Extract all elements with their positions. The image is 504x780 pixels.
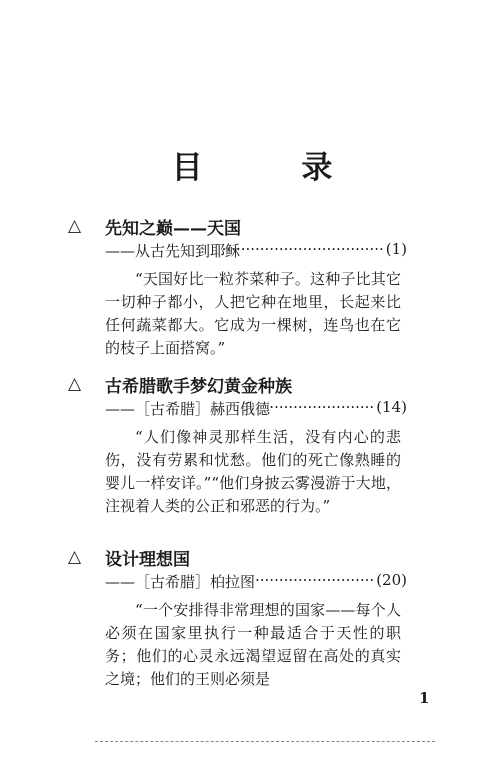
entry-subtitle: ——从古先知到耶稣 [105, 242, 241, 260]
entry-subtitle: ——［古希腊］赫西俄德 [105, 400, 271, 418]
entry-heading [0, 545, 504, 571]
leader [269, 398, 407, 416]
leader-dots: ························· [255, 571, 375, 589]
entry-heading [0, 372, 504, 398]
leader-dots: ·································· [221, 240, 384, 258]
entry-quote: “人们像神灵那样生活，没有内心的悲伤，没有劳累和忧愁。他们的死亡像熟睡的婴儿一样安详。”“他们身披云雾漫游于大地，注视着人类的公正和邪恶的行为。” [105, 428, 401, 515]
leader [222, 240, 407, 258]
entry-quote: “一个安排得非常理想的国家——每个人必须在国家里执行一种最适合于天性的职务；他们的心灵永远渴望逗留在高处的真实之境；他们的王则必须是 [105, 601, 401, 688]
entry-subtitle: ——［古希腊］柏拉图 [105, 573, 256, 591]
entry-title: 先知之巅——天国 [105, 219, 241, 239]
footer-rule [95, 741, 435, 743]
leader [255, 571, 407, 589]
toc-entry [0, 214, 504, 360]
page-number: (20) [376, 571, 407, 589]
entry-title: 古希腊歌手梦幻黄金种族 [105, 377, 292, 397]
page-title: 目 录 [171, 150, 377, 186]
triangle-marker-icon: △ [68, 374, 82, 394]
leader-dots: ······················ [269, 398, 375, 416]
entry-title: 设计理想国 [105, 550, 190, 570]
entry-subtitle-line [105, 571, 405, 595]
toc-entry [0, 545, 504, 691]
page-number: (14) [376, 398, 407, 416]
toc-entry [0, 372, 504, 518]
page-number: (1) [385, 240, 407, 258]
entry-heading [0, 214, 504, 240]
page-folio: 1 [419, 689, 430, 707]
triangle-marker-icon: △ [68, 547, 82, 567]
triangle-marker-icon: △ [68, 216, 82, 236]
entry-subtitle-line [105, 398, 405, 422]
entry-quote: “天国好比一粒芥菜种子。这种子比其它一切种子都小，人把它种在地里，长起来比任何蔬菜都大。它成为一棵树，连鸟也在它的枝子上面搭窝。” [105, 270, 401, 357]
entry-subtitle-line [105, 240, 405, 264]
